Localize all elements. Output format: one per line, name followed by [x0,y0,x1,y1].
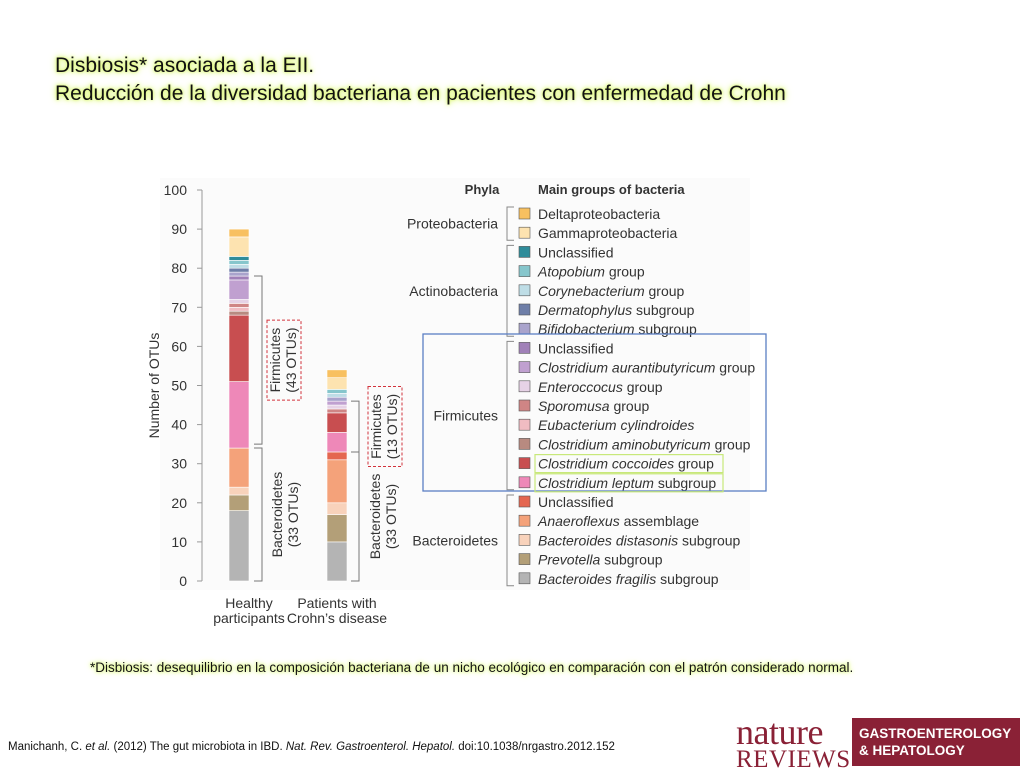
legend-label: Bifidobacterium subgroup [538,321,697,338]
phylum-label: Actinobacteria [409,282,498,299]
bar-segment [229,315,249,381]
bar-segment [327,389,347,393]
legend-swatch [519,246,530,257]
x-category-label: Healthy [225,595,273,611]
legend-swatch [519,342,530,353]
bar-segment [229,272,249,276]
logo-reviews-word: REVIEWS [736,746,851,773]
bar-segment [327,542,347,581]
bar-segment [229,303,249,307]
bar-segment [327,409,347,413]
y-tick-label: 70 [171,299,187,316]
legend-label: Unclassified [538,494,614,510]
bar-segment [229,256,249,260]
bar-segment [327,370,347,378]
bar-segment [229,382,249,448]
legend-label: Clostridium aurantibutyricum group [538,359,756,376]
legend-label: Bacteroides distasonis subgroup [538,532,741,549]
bar-segment [327,393,347,397]
annotation-label: Bacteroidetes [269,471,285,558]
x-category-label: Patients with [297,595,377,611]
annotation-label: (43 OTUs) [283,327,299,393]
legend-swatch [519,419,530,430]
bar-segment [229,276,249,280]
phylum-label: Proteobacteria [406,215,498,232]
bar-segment [327,515,347,542]
bar-segment [229,307,249,311]
legend-header-groups: Main groups of bacteria [538,182,685,197]
annotation-label: Bacteroidetes [367,473,383,560]
y-tick-label: 90 [171,221,187,238]
y-axis-label: Number of OTUs [146,332,162,439]
legend-swatch [519,285,530,296]
logo-line-2: & HEPATOLOGY [859,743,965,758]
bar-segment [327,413,347,433]
bar-segment [327,460,347,503]
legend-label: Deltaproteobacteria [538,206,661,222]
legend-swatch [519,496,530,507]
legend-label: Bacteroides fragilis subgroup [538,570,719,587]
annotation-label: (33 OTUs) [383,483,399,550]
x-category-label: participants [213,610,285,626]
legend-swatch [519,227,530,238]
y-tick-label: 80 [171,260,187,277]
citation-journal: Nat. Rev. Gastroenterol. Hepatol. [285,741,456,753]
bar-segment [327,432,347,452]
y-tick-label: 50 [171,377,187,394]
bar-segment [327,405,347,409]
bar-segment [229,511,249,581]
journal-name-badge [852,718,1020,766]
legend-label: Corynebacterium group [538,282,685,299]
legend-label: Gammaproteobacteria [538,225,678,242]
bar-segment [229,299,249,303]
legend-swatch [519,362,530,373]
nature-reviews-logo [736,712,851,773]
legend-label: Prevotella subgroup [538,551,663,568]
citation-etal: et al. [85,741,111,753]
legend-swatch [519,554,530,565]
legend-swatch [519,266,530,277]
y-tick-label: 10 [171,533,187,550]
legend-swatch [519,458,530,469]
y-tick-label: 100 [163,182,187,198]
dysbiosis-footnote: *Disbiosis: desequilibrio en la composición bacteriana de un nicho ecológico en comparación con el patrón considerado normal. [90,660,854,675]
y-tick-label: 20 [171,494,187,511]
bar-segment [327,503,347,515]
legend-label: Unclassified [538,340,614,357]
phylum-label: Bacteroidetes [412,532,498,549]
legend-swatch [519,438,530,449]
legend-swatch [519,534,530,545]
x-category-label: Crohn’s disease [286,610,388,626]
y-tick-label: 0 [179,573,187,589]
legend-label: Clostridium coccoides group [538,455,714,472]
annotation-label: Firmicutes [267,327,283,393]
bar-segment [327,452,347,460]
citation-doi: doi:10.1038/nrgastro.2012.152 [455,741,615,753]
legend-swatch [519,573,530,584]
y-tick-label: 60 [171,338,187,355]
bar-segment [229,237,249,257]
legend-swatch [519,304,530,315]
logo-line-1: GASTROENTEROLOGY [859,726,1012,741]
legend-label: Clostridium leptum subgroup [538,474,717,491]
bar-segment [229,229,249,237]
y-tick-label: 40 [171,416,187,433]
bar-segment [327,378,347,390]
legend-label: Atopobium group [538,263,645,280]
legend-header-phyla: Phyla [464,182,500,197]
bar-segment [229,487,249,495]
legend-label: Dermatophylus subgroup [538,302,695,318]
bar-segment [229,311,249,315]
legend-label: Clostridium aminobutyricum group [538,436,751,453]
bar-segment [229,260,249,264]
title-line-1: Disbiosis* asociada a la EII. [55,54,315,77]
logo-nature-word: nature [736,712,823,752]
legend-swatch [519,381,530,392]
legend-swatch [519,208,530,219]
citation-title: (2012) The gut microbiota in IBD. [110,741,286,753]
annotation-label: (33 OTUs) [285,481,301,548]
bar-segment [229,280,249,300]
annotation-label: Firmicutes [368,394,384,459]
legend-swatch [519,515,530,526]
bar-segment [229,264,249,268]
legend-label: Anaeroflexus assemblage [538,513,700,530]
bar-segment [229,268,249,272]
legend-label: Enteroccocus group [538,378,663,395]
title-line-2: Reducción de la diversidad bacteriana en pacientes con enfermedad de Crohn [55,82,786,105]
citation [8,741,615,753]
bar-segment [327,397,347,401]
bar-segment [229,448,249,487]
legend-swatch [519,323,530,334]
legend-label: Eubacterium cylindroides [538,417,695,434]
legend-label: Unclassified [538,244,614,261]
phylum-label: Firmicutes [433,407,498,424]
annotation-label: (13 OTUs) [384,393,400,460]
legend-swatch [519,400,530,411]
citation-authors: Manichanh, C. [8,741,86,753]
legend-swatch [519,477,530,488]
y-tick-label: 30 [171,455,187,472]
bar-segment [327,401,347,405]
bar-segment [229,495,249,511]
legend-label: Sporomusa group [538,398,650,414]
